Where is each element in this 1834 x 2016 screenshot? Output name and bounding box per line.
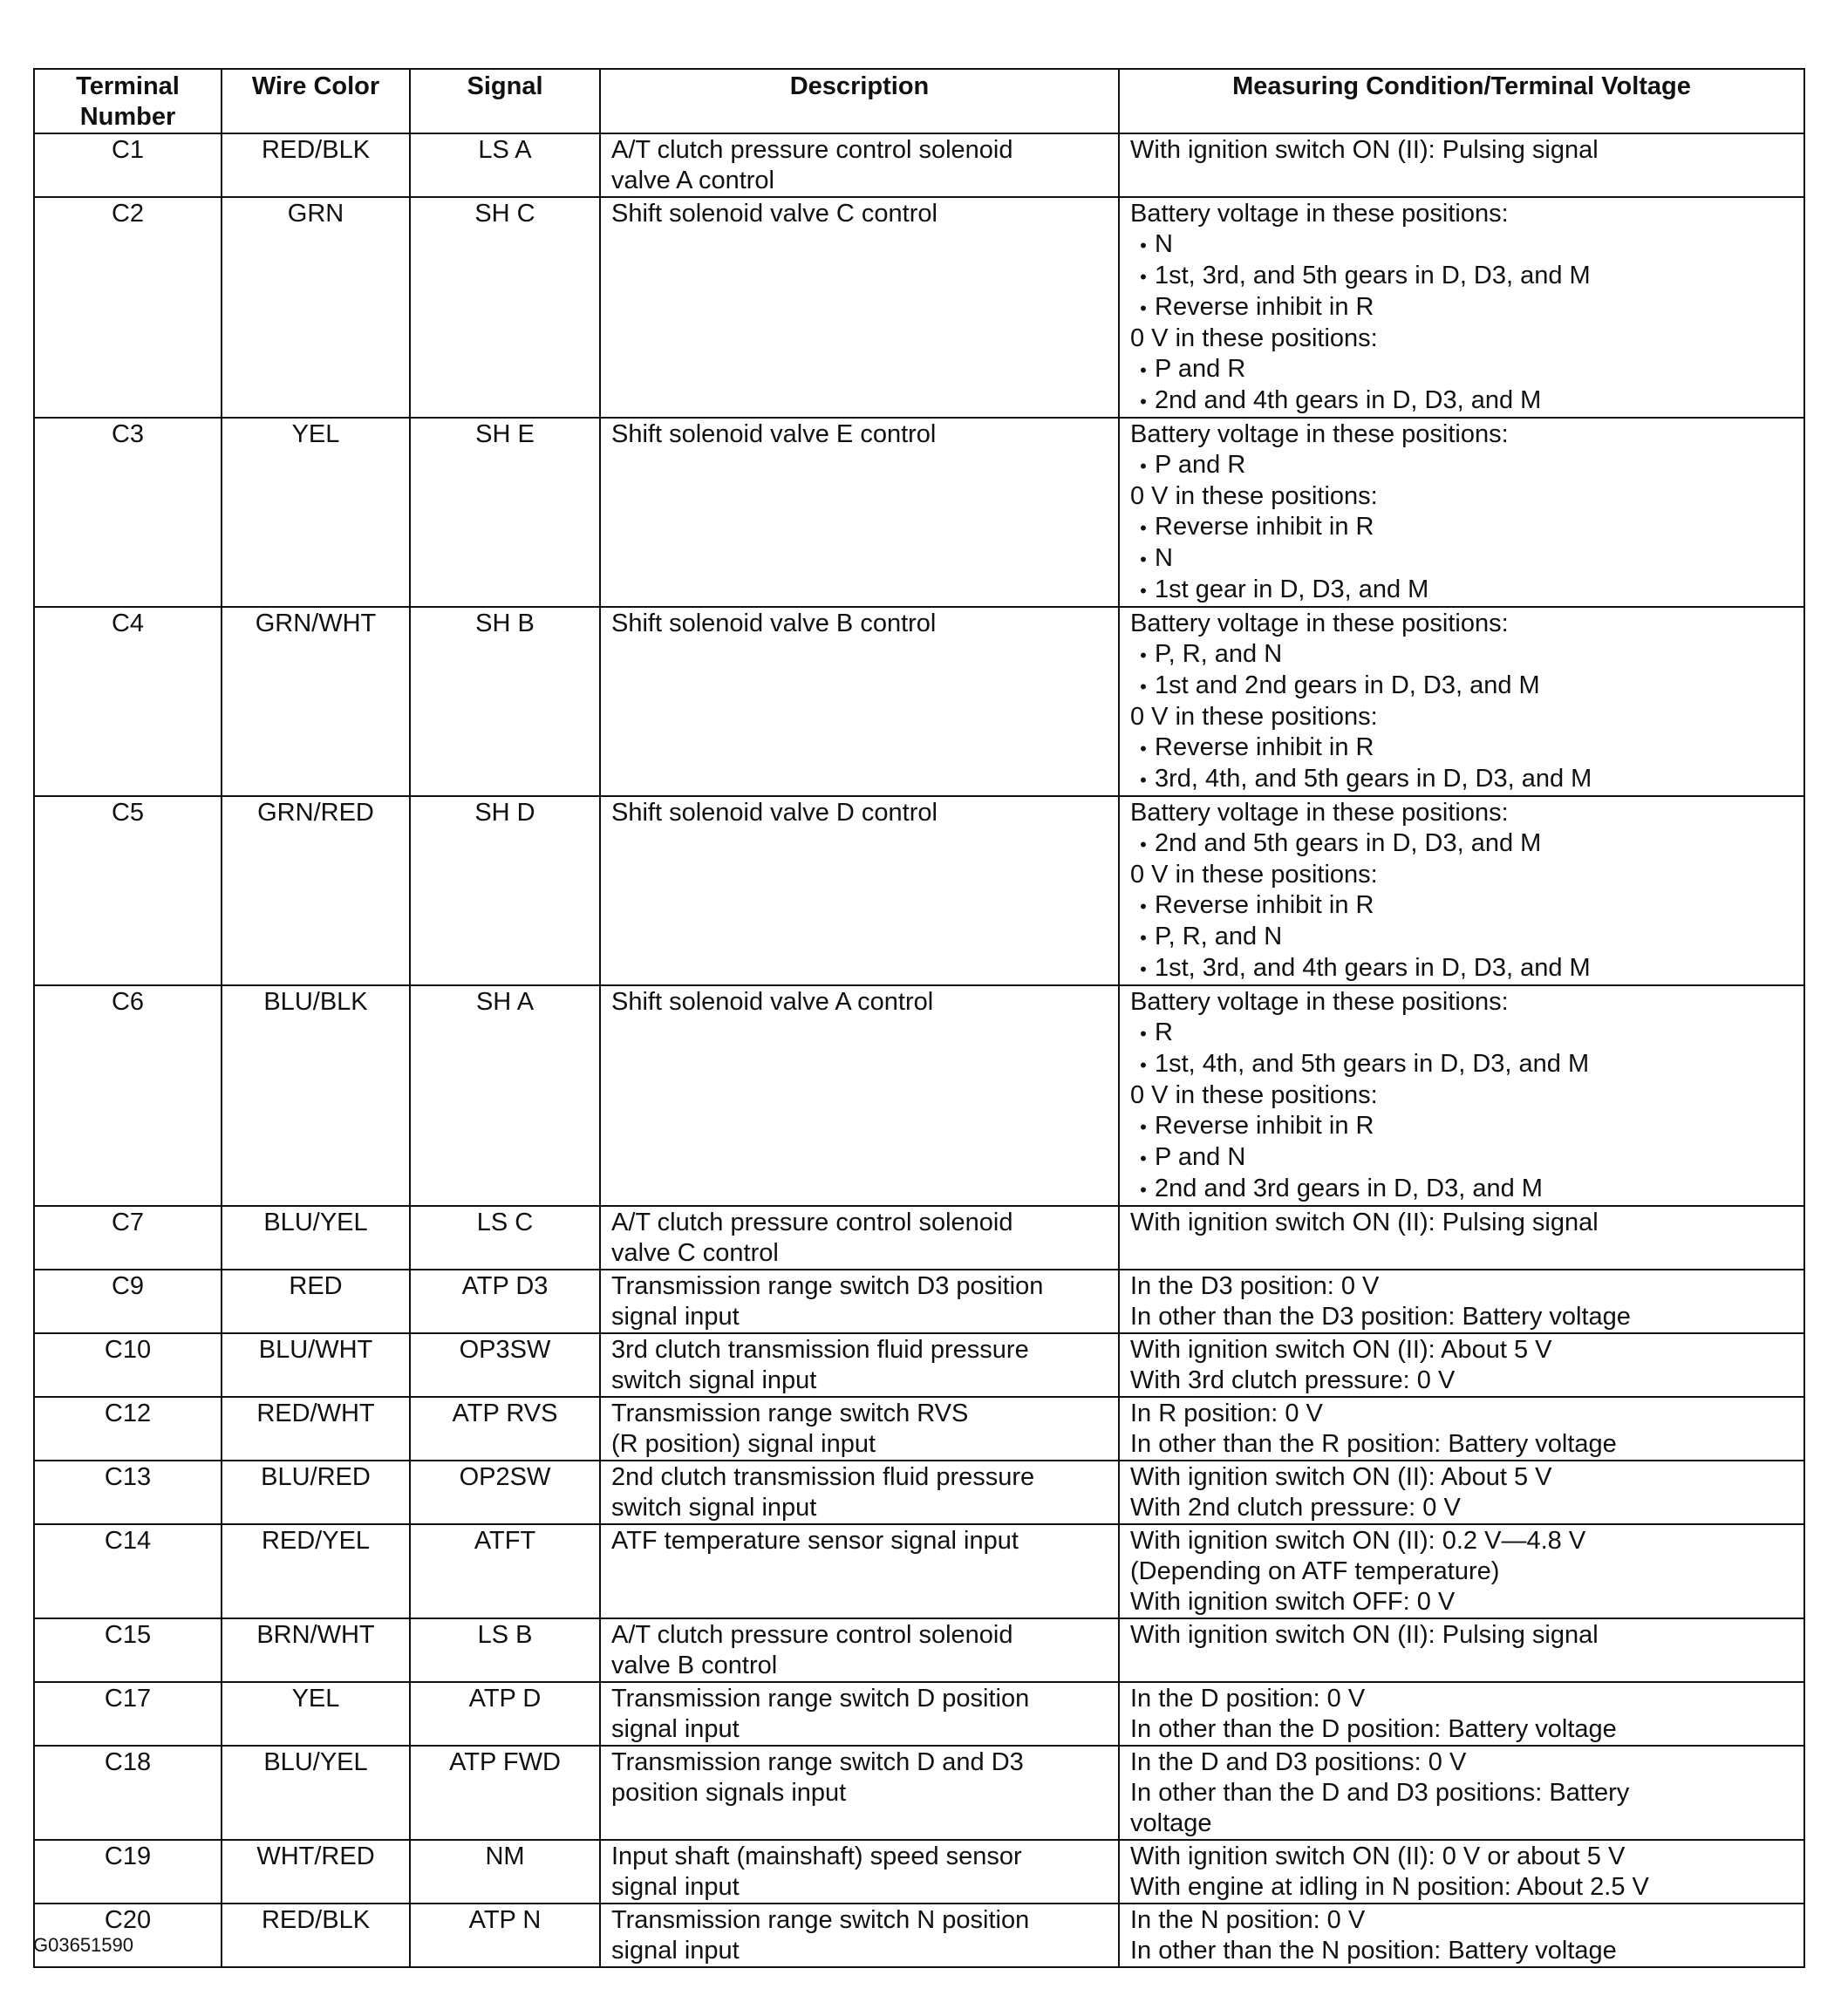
- description-line: Transmission range switch D3 position: [611, 1272, 1044, 1300]
- header-wire-color: Wire Color: [222, 69, 410, 133]
- condition-bullet-item: • P, R, and N: [1130, 922, 1798, 953]
- condition-line: With ignition switch ON (II): About 5 V: [1130, 1463, 1552, 1491]
- condition-cell: [1119, 1904, 1804, 1967]
- condition-cell: [1119, 133, 1804, 197]
- wire-color-cell: RED/WHT: [222, 1397, 410, 1461]
- wire-color-cell: BLU/YEL: [222, 1746, 410, 1840]
- wire-color-cell: BLU/YEL: [222, 1206, 410, 1270]
- signal-cell: OP3SW: [410, 1333, 600, 1397]
- condition-bullet-item: • Reverse inhibit in R: [1130, 732, 1798, 764]
- description-line: position signals input: [611, 1779, 847, 1807]
- condition-bullet-item: • N: [1130, 229, 1798, 261]
- condition-cell: [1119, 1270, 1804, 1333]
- condition-bullet-item: • Reverse inhibit in R: [1130, 512, 1798, 543]
- terminal-number-cell: C7: [34, 1206, 222, 1270]
- condition-line: With 2nd clutch pressure: 0 V: [1130, 1494, 1461, 1522]
- signal-cell: ATFT: [410, 1524, 600, 1618]
- description-line: Shift solenoid valve D control: [611, 799, 937, 827]
- condition-line: Battery voltage in these positions:: [1130, 200, 1509, 228]
- terminal-number-cell: C15: [34, 1618, 222, 1682]
- terminal-number-cell: C5: [34, 796, 222, 985]
- description-cell: [600, 1904, 1119, 1967]
- terminal-number-cell: C1: [34, 133, 222, 197]
- condition-bullet-item: • Reverse inhibit in R: [1130, 1111, 1798, 1142]
- condition-cell: [1119, 1461, 1804, 1524]
- description-line: Input shaft (mainshaft) speed sensor: [611, 1842, 1022, 1870]
- terminal-number-cell: C13: [34, 1461, 222, 1524]
- header-terminal-number: [34, 69, 222, 133]
- signal-cell: LS B: [410, 1618, 600, 1682]
- terminal-voltage-table: [33, 68, 1805, 1968]
- condition-line: In the D and D3 positions: 0 V: [1130, 1748, 1467, 1776]
- condition-bullet-item: • P and R: [1130, 450, 1798, 481]
- table-row: [34, 796, 1804, 985]
- table-row: [34, 1206, 1804, 1270]
- table-row: [34, 1461, 1804, 1524]
- description-line: A/T clutch pressure control solenoid: [611, 1621, 1013, 1649]
- condition-bullet-item: • P and N: [1130, 1142, 1798, 1174]
- condition-cell: [1119, 985, 1804, 1206]
- description-line: Transmission range switch RVS: [611, 1400, 969, 1427]
- signal-cell: LS A: [410, 133, 600, 197]
- description-cell: [600, 1746, 1119, 1840]
- description-cell: [600, 1840, 1119, 1904]
- condition-line: In R position: 0 V: [1130, 1400, 1323, 1427]
- condition-bullet-item: • P, R, and N: [1130, 639, 1798, 671]
- terminal-number-cell: C12: [34, 1397, 222, 1461]
- terminal-table-container: [33, 68, 1803, 1968]
- condition-cell: [1119, 607, 1804, 796]
- condition-line: With ignition switch ON (II): 0 V or about 5 V: [1130, 1842, 1626, 1870]
- condition-line: With ignition switch ON (II): About 5 V: [1130, 1336, 1552, 1364]
- wire-color-cell: BLU/BLK: [222, 985, 410, 1206]
- condition-line: Battery voltage in these positions:: [1130, 420, 1509, 448]
- wire-color-cell: GRN: [222, 197, 410, 418]
- description-line: 3rd clutch transmission fluid pressure: [611, 1336, 1029, 1364]
- condition-cell: [1119, 1746, 1804, 1840]
- signal-cell: ATP D3: [410, 1270, 600, 1333]
- wire-color-cell: BLU/RED: [222, 1461, 410, 1524]
- description-line: Transmission range switch D and D3: [611, 1748, 1024, 1776]
- condition-line: With ignition switch ON (II): Pulsing signal: [1130, 1621, 1599, 1649]
- terminal-number-cell: C10: [34, 1333, 222, 1397]
- description-line: switch signal input: [611, 1366, 817, 1394]
- table-row: [34, 1397, 1804, 1461]
- signal-cell: SH D: [410, 796, 600, 985]
- condition-line: With 3rd clutch pressure: 0 V: [1130, 1366, 1456, 1394]
- wire-color-cell: RED/BLK: [222, 1904, 410, 1967]
- signal-cell: SH B: [410, 607, 600, 796]
- condition-line: In the D position: 0 V: [1130, 1685, 1366, 1713]
- condition-line: Battery voltage in these positions:: [1130, 610, 1509, 637]
- table-row: [34, 197, 1804, 418]
- table-row: [34, 418, 1804, 607]
- wire-color-cell: WHT/RED: [222, 1840, 410, 1904]
- condition-cell: [1119, 1397, 1804, 1461]
- description-cell: [600, 197, 1119, 418]
- description-line: signal input: [611, 1873, 740, 1901]
- condition-line: With ignition switch ON (II): Pulsing signal: [1130, 136, 1599, 164]
- header-description: Description: [600, 69, 1119, 133]
- figure-code: G03651590: [33, 1934, 133, 1956]
- condition-line: In other than the D position: Battery voltage: [1130, 1715, 1617, 1743]
- condition-line: 0 V in these positions:: [1130, 861, 1378, 889]
- description-cell: [600, 985, 1119, 1206]
- table-row: [34, 1840, 1804, 1904]
- condition-bullet-item: • 1st gear in D, D3, and M: [1130, 575, 1798, 606]
- condition-bullet-item: • 2nd and 5th gears in D, D3, and M: [1130, 828, 1798, 860]
- signal-cell: SH C: [410, 197, 600, 418]
- condition-bullet-item: • Reverse inhibit in R: [1130, 292, 1798, 324]
- description-cell: [600, 1461, 1119, 1524]
- condition-line: With ignition switch ON (II): Pulsing signal: [1130, 1209, 1599, 1236]
- description-line: Shift solenoid valve E control: [611, 420, 937, 448]
- description-line: valve C control: [611, 1239, 779, 1267]
- condition-cell: [1119, 1333, 1804, 1397]
- signal-cell: LS C: [410, 1206, 600, 1270]
- condition-line: Battery voltage in these positions:: [1130, 799, 1509, 827]
- wire-color-cell: RED/YEL: [222, 1524, 410, 1618]
- terminal-number-cell: C3: [34, 418, 222, 607]
- condition-line: In the N position: 0 V: [1130, 1906, 1366, 1934]
- description-line: 2nd clutch transmission fluid pressure: [611, 1463, 1035, 1491]
- table-row: [34, 1270, 1804, 1333]
- signal-cell: SH E: [410, 418, 600, 607]
- terminal-number-cell: C4: [34, 607, 222, 796]
- wire-color-cell: YEL: [222, 418, 410, 607]
- condition-bullet-item: • Reverse inhibit in R: [1130, 890, 1798, 922]
- header-terminal-line-1: Terminal: [76, 72, 180, 100]
- signal-cell: ATP N: [410, 1904, 600, 1967]
- condition-line: In other than the D and D3 positions: Battery: [1130, 1779, 1630, 1807]
- condition-line: (Depending on ATF temperature): [1130, 1557, 1500, 1585]
- description-cell: [600, 1206, 1119, 1270]
- condition-line: With ignition switch ON (II): 0.2 V—4.8 V: [1130, 1527, 1586, 1555]
- description-line: (R position) signal input: [611, 1430, 876, 1458]
- table-row: [34, 985, 1804, 1206]
- wire-color-cell: GRN/RED: [222, 796, 410, 985]
- condition-cell: [1119, 418, 1804, 607]
- terminal-number-cell: C18: [34, 1746, 222, 1840]
- signal-cell: SH A: [410, 985, 600, 1206]
- description-line: A/T clutch pressure control solenoid: [611, 1209, 1013, 1236]
- condition-line: Battery voltage in these positions:: [1130, 988, 1509, 1016]
- signal-cell: ATP FWD: [410, 1746, 600, 1840]
- condition-bullet-item: • 3rd, 4th, and 5th gears in D, D3, and M: [1130, 764, 1798, 795]
- wire-color-cell: BLU/WHT: [222, 1333, 410, 1397]
- condition-line: With ignition switch OFF: 0 V: [1130, 1588, 1456, 1616]
- condition-bullet-item: • 1st, 3rd, and 4th gears in D, D3, and M: [1130, 953, 1798, 984]
- condition-bullet-item: • 1st, 3rd, and 5th gears in D, D3, and M: [1130, 261, 1798, 292]
- condition-cell: [1119, 1206, 1804, 1270]
- condition-cell: [1119, 1524, 1804, 1618]
- table-row: [34, 607, 1804, 796]
- description-cell: [600, 607, 1119, 796]
- table-row: [34, 1618, 1804, 1682]
- condition-line: In other than the N position: Battery voltage: [1130, 1937, 1617, 1965]
- description-line: signal input: [611, 1937, 740, 1965]
- description-line: A/T clutch pressure control solenoid: [611, 136, 1013, 164]
- header-measuring-condition: Measuring Condition/Terminal Voltage: [1119, 69, 1804, 133]
- condition-bullet-item: • P and R: [1130, 354, 1798, 385]
- condition-bullet-item: • 2nd and 3rd gears in D, D3, and M: [1130, 1174, 1798, 1205]
- description-line: valve A control: [611, 167, 774, 194]
- signal-cell: OP2SW: [410, 1461, 600, 1524]
- terminal-number-cell: C19: [34, 1840, 222, 1904]
- description-cell: [600, 133, 1119, 197]
- condition-bullet-item: • N: [1130, 543, 1798, 575]
- terminal-number-cell: C2: [34, 197, 222, 418]
- table-body: [34, 133, 1804, 1967]
- table-row: [34, 1524, 1804, 1618]
- header-signal: Signal: [410, 69, 600, 133]
- description-cell: [600, 1333, 1119, 1397]
- description-line: Transmission range switch D position: [611, 1685, 1030, 1713]
- description-line: Shift solenoid valve B control: [611, 610, 937, 637]
- condition-line: 0 V in these positions:: [1130, 324, 1378, 352]
- table-row: [34, 1746, 1804, 1840]
- description-line: switch signal input: [611, 1494, 817, 1522]
- condition-line: In the D3 position: 0 V: [1130, 1272, 1380, 1300]
- wire-color-cell: RED: [222, 1270, 410, 1333]
- condition-line: 0 V in these positions:: [1130, 482, 1378, 510]
- description-cell: [600, 1682, 1119, 1746]
- condition-cell: [1119, 197, 1804, 418]
- terminal-number-cell: C14: [34, 1524, 222, 1618]
- description-cell: [600, 1618, 1119, 1682]
- header-terminal-line-2: Number: [79, 103, 176, 131]
- table-header-row: [34, 69, 1804, 133]
- description-line: signal input: [611, 1303, 740, 1331]
- description-cell: [600, 1270, 1119, 1333]
- table-row: [34, 1333, 1804, 1397]
- table-row: [34, 133, 1804, 197]
- terminal-number-cell: C9: [34, 1270, 222, 1333]
- table-row: [34, 1904, 1804, 1967]
- description-line: ATF temperature sensor signal input: [611, 1527, 1019, 1555]
- description-line: Transmission range switch N position: [611, 1906, 1030, 1934]
- description-line: valve B control: [611, 1652, 778, 1679]
- condition-cell: [1119, 1682, 1804, 1746]
- description-cell: [600, 418, 1119, 607]
- condition-line: voltage: [1130, 1809, 1212, 1837]
- wire-color-cell: YEL: [222, 1682, 410, 1746]
- description-line: signal input: [611, 1715, 740, 1743]
- condition-line: 0 V in these positions:: [1130, 703, 1378, 731]
- description-cell: [600, 796, 1119, 985]
- condition-line: 0 V in these positions:: [1130, 1081, 1378, 1109]
- description-line: Shift solenoid valve A control: [611, 988, 934, 1016]
- signal-cell: ATP RVS: [410, 1397, 600, 1461]
- table-row: [34, 1682, 1804, 1746]
- condition-bullet-item: • 1st and 2nd gears in D, D3, and M: [1130, 671, 1798, 702]
- condition-cell: [1119, 1840, 1804, 1904]
- signal-cell: ATP D: [410, 1682, 600, 1746]
- condition-cell: [1119, 1618, 1804, 1682]
- terminal-number-cell: C17: [34, 1682, 222, 1746]
- wire-color-cell: GRN/WHT: [222, 607, 410, 796]
- condition-cell: [1119, 796, 1804, 985]
- wire-color-cell: BRN/WHT: [222, 1618, 410, 1682]
- terminal-number-cell: C20: [34, 1904, 222, 1967]
- signal-cell: NM: [410, 1840, 600, 1904]
- terminal-number-cell: C6: [34, 985, 222, 1206]
- description-line: Shift solenoid valve C control: [611, 200, 937, 228]
- description-cell: [600, 1524, 1119, 1618]
- condition-line: In other than the D3 position: Battery voltage: [1130, 1303, 1631, 1331]
- condition-line: With engine at idling in N position: About 2.5 V: [1130, 1873, 1649, 1901]
- condition-bullet-item: • R: [1130, 1018, 1798, 1049]
- condition-bullet-item: • 2nd and 4th gears in D, D3, and M: [1130, 385, 1798, 417]
- wire-color-cell: RED/BLK: [222, 133, 410, 197]
- condition-line: In other than the R position: Battery voltage: [1130, 1430, 1617, 1458]
- description-cell: [600, 1397, 1119, 1461]
- condition-bullet-item: • 1st, 4th, and 5th gears in D, D3, and M: [1130, 1049, 1798, 1080]
